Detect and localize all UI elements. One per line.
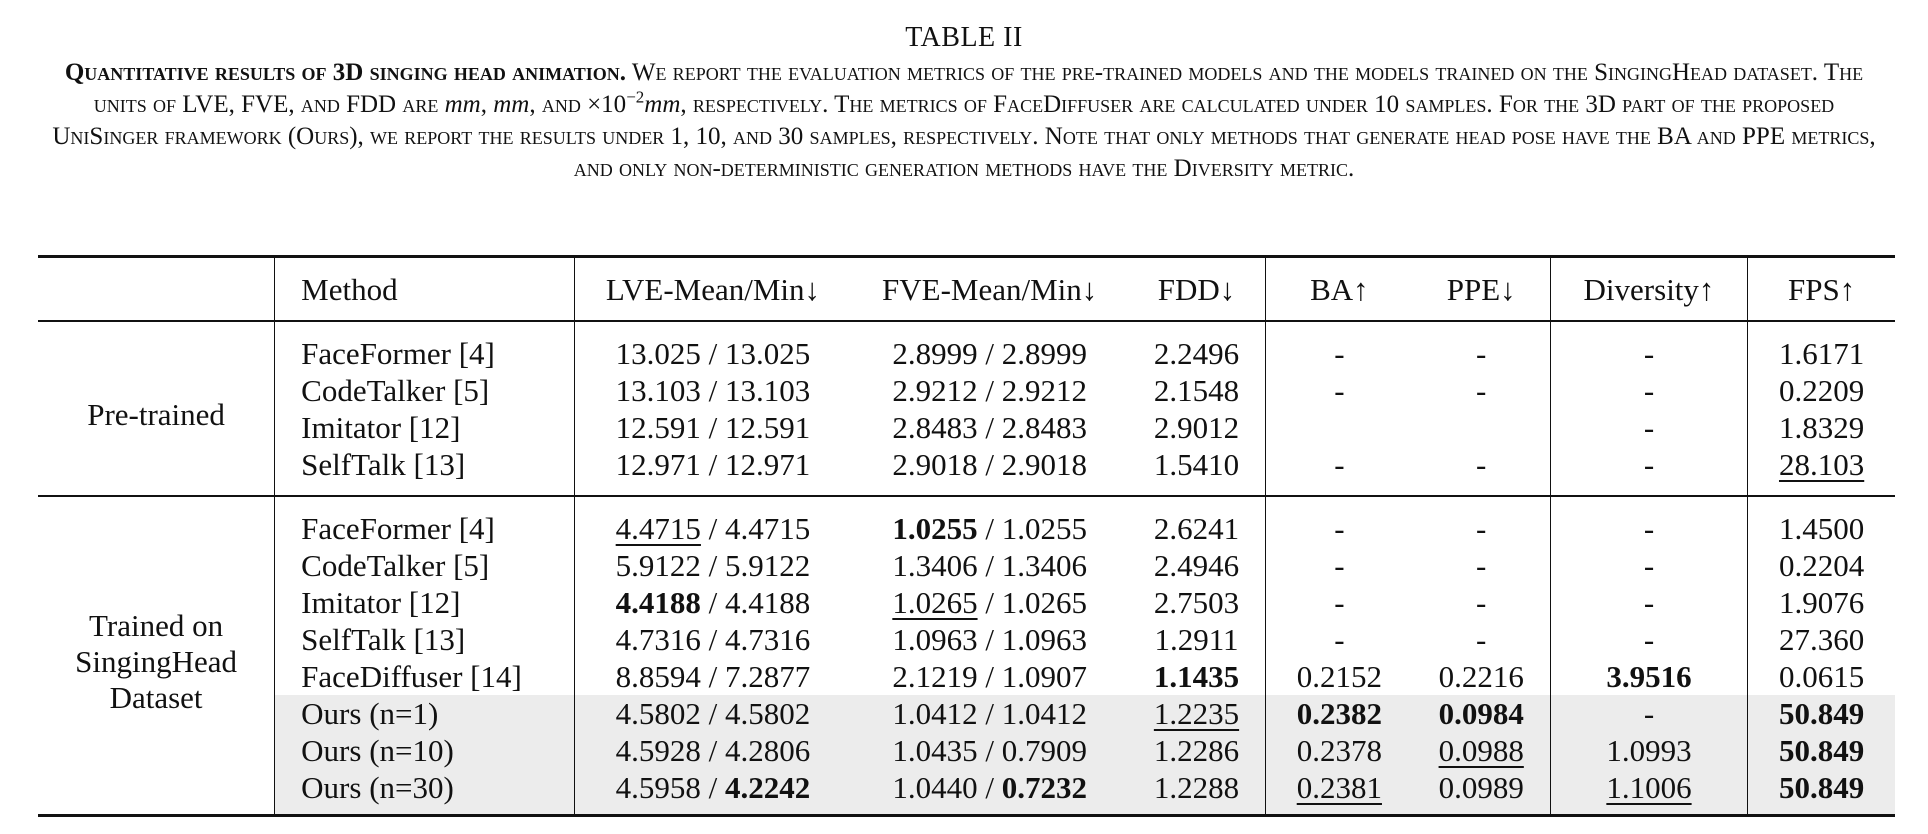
ppe-cell: - <box>1476 447 1487 482</box>
col-header-method: Method <box>275 257 575 322</box>
ba-cell: - <box>1266 372 1413 409</box>
method-cell: SelfTalk [13] <box>275 446 575 496</box>
ppe-cell: 0.0989 <box>1413 769 1551 816</box>
method-cell: Imitator [12] <box>275 409 575 446</box>
group-label-trained: Trained on SingingHead Dataset <box>75 608 238 715</box>
fps-cell: 27.360 <box>1748 621 1895 658</box>
lve-cell: 4.4188 / 4.4188 <box>574 584 851 621</box>
fve-cell: 1.0255 / 1.0255 <box>892 511 1087 546</box>
method-cell: FaceFormer [4] <box>275 496 575 547</box>
method-cell: Ours (n=10) <box>275 732 575 769</box>
unit-mm-3: mm <box>644 91 681 118</box>
lve-cell: 4.5802 / 4.5802 <box>574 695 851 732</box>
diversity-cell: - <box>1550 446 1748 496</box>
table-row <box>38 732 1895 769</box>
col-header-group <box>38 257 275 322</box>
lve-cell: 4.5958 / 4.2242 <box>574 769 851 816</box>
caption-comma: , <box>480 91 494 118</box>
diversity-cell: 3.9516 <box>1550 658 1748 695</box>
fdd-cell: 2.4946 <box>1153 548 1240 583</box>
col-header-fdd: FDD↓ <box>1157 271 1236 307</box>
ba-cell: - <box>1266 321 1413 372</box>
fve-cell: 1.0440 / 0.7232 <box>851 769 1128 816</box>
fve-cell: 1.0265 / 1.0265 <box>892 585 1087 620</box>
fps-cell: 1.9076 <box>1748 584 1895 621</box>
lve-cell: 4.4715 / 4.4715 <box>574 496 851 547</box>
diversity-cell: - <box>1550 321 1748 372</box>
unit-exponent: −2 <box>626 87 645 107</box>
table-row <box>38 409 1895 446</box>
ppe-cell: - <box>1476 336 1487 371</box>
ba-cell: - <box>1266 446 1413 496</box>
lve-cell: 4.5928 / 4.2806 <box>574 732 851 769</box>
table-title: TABLE II <box>905 22 1023 53</box>
method-cell: SelfTalk [13] <box>275 621 575 658</box>
table-row <box>38 769 1895 816</box>
caption-lead: Quantitative results of 3D singing head animation. <box>64 59 627 86</box>
ppe-cell: 0.2216 <box>1438 659 1524 694</box>
fve-cell: 2.8483 / 2.8483 <box>892 410 1087 445</box>
diversity-cell: - <box>1550 409 1748 446</box>
ba-cell <box>1266 409 1413 446</box>
diversity-cell: - <box>1550 372 1748 409</box>
fps-cell: 28.103 <box>1748 446 1895 496</box>
fdd-cell: 2.1548 <box>1153 373 1240 408</box>
fdd-cell: 1.2235 <box>1128 695 1266 732</box>
fdd-cell: 1.1435 <box>1153 659 1240 694</box>
fdd-cell: 2.9012 <box>1153 410 1240 445</box>
fve-cell: 2.8999 / 2.8999 <box>892 336 1087 371</box>
fps-cell: 0.0615 <box>1748 658 1895 695</box>
fve-cell: 1.3406 / 1.3406 <box>892 548 1087 583</box>
lve-cell: 12.971 / 12.971 <box>574 446 851 496</box>
col-header-ppe: PPE↓ <box>1446 271 1516 307</box>
table-row <box>38 695 1895 732</box>
fps-cell: 1.6171 <box>1748 321 1895 372</box>
ba-cell: - <box>1266 496 1413 547</box>
lve-cell: 4.7316 / 4.7316 <box>574 621 851 658</box>
table-row <box>38 372 1895 409</box>
ba-cell: 0.2152 <box>1266 658 1413 695</box>
fve-cell: 1.0412 / 1.0412 <box>851 695 1128 732</box>
table-row <box>38 658 1895 695</box>
ba-cell: - <box>1266 547 1413 584</box>
fdd-cell: 2.7503 <box>1153 585 1240 620</box>
ppe-cell: - <box>1476 511 1487 546</box>
method-cell: FaceDiffuser [14] <box>275 658 575 695</box>
diversity-cell: - <box>1550 621 1748 658</box>
table-row <box>38 446 1895 496</box>
unit-mm-2: mm <box>493 91 530 118</box>
lve-cell: 13.103 / 13.103 <box>574 372 851 409</box>
lve-cell: 8.8594 / 7.2877 <box>574 658 851 695</box>
col-header-lve: LVE-Mean/Min↓ <box>574 257 851 322</box>
col-header-fps: FPS↑ <box>1748 257 1895 322</box>
ppe-cell: - <box>1476 373 1487 408</box>
fps-cell: 50.849 <box>1748 695 1895 732</box>
ppe-cell: - <box>1476 585 1487 620</box>
method-cell: FaceFormer [4] <box>275 321 575 372</box>
lve-cell: 12.591 / 12.591 <box>574 409 851 446</box>
fve-cell: 2.1219 / 1.0907 <box>892 659 1087 694</box>
col-header-fve: FVE-Mean/Min↓ <box>882 271 1098 307</box>
method-cell: Ours (n=1) <box>275 695 575 732</box>
diversity-cell: - <box>1550 496 1748 547</box>
ppe-cell: 0.0988 <box>1413 732 1551 769</box>
ppe-cell: - <box>1476 622 1487 657</box>
fve-cell: 2.9018 / 2.9018 <box>892 447 1087 482</box>
ba-cell: 0.2381 <box>1266 769 1413 816</box>
header-row <box>38 257 1895 322</box>
group-label-pretrained: Pre-trained <box>87 397 225 432</box>
ba-cell: - <box>1266 621 1413 658</box>
ba-cell: 0.2378 <box>1266 732 1413 769</box>
ppe-cell: 0.0984 <box>1413 695 1551 732</box>
caption-text-2: , and ×10 <box>529 91 627 118</box>
method-cell: Imitator [12] <box>275 584 575 621</box>
table-row <box>38 621 1895 658</box>
table-row <box>38 496 1895 547</box>
caption-text-1: We report the evaluation metrics of the pre-trained models and the models trained on the SingingHead dataset. The units of LVE, FVE, and FDD are <box>93 59 1864 118</box>
fdd-cell: 2.6241 <box>1153 511 1240 546</box>
fdd-cell: 1.2286 <box>1128 732 1266 769</box>
fdd-cell: 1.2288 <box>1128 769 1266 816</box>
ppe-cell: - <box>1476 548 1487 583</box>
fps-cell: 50.849 <box>1748 769 1895 816</box>
fps-cell: 0.2204 <box>1748 547 1895 584</box>
col-header-ba: BA↑ <box>1266 257 1413 322</box>
caption-text-3: , respectively. The metrics of FaceDiffuser are calculated under 10 samples. For the 3D part of the proposed UniSinger framework (Ours), we report the results under 1, 10, and 30 samples, respectively. Note that only methods that generate head pose have the BA and PPE metrics, and only non-deterministic generation methods have the Diversity metric. <box>52 91 1876 182</box>
table-caption <box>40 57 1888 185</box>
fdd-cell: 1.5410 <box>1153 447 1240 482</box>
table-row <box>38 584 1895 621</box>
fps-cell: 1.4500 <box>1748 496 1895 547</box>
fps-cell: 50.849 <box>1748 732 1895 769</box>
ba-cell: 0.2382 <box>1266 695 1413 732</box>
method-cell: CodeTalker [5] <box>275 372 575 409</box>
diversity-cell: - <box>1550 547 1748 584</box>
ba-cell: - <box>1266 584 1413 621</box>
diversity-cell: 1.0993 <box>1550 732 1748 769</box>
fve-cell: 1.0963 / 1.0963 <box>892 622 1087 657</box>
method-cell: CodeTalker [5] <box>275 547 575 584</box>
results-table <box>38 255 1895 817</box>
group-trained-singinghead <box>38 496 1895 816</box>
fdd-cell: 1.2911 <box>1154 622 1239 657</box>
fps-cell: 0.2209 <box>1748 372 1895 409</box>
table-row <box>38 321 1895 372</box>
method-cell: Ours (n=30) <box>275 769 575 816</box>
lve-cell: 13.025 / 13.025 <box>574 321 851 372</box>
diversity-cell: - <box>1550 695 1748 732</box>
unit-mm-1: mm <box>444 91 481 118</box>
fps-cell: 1.8329 <box>1748 409 1895 446</box>
diversity-cell: 1.1006 <box>1550 769 1748 816</box>
col-header-diversity: Diversity↑ <box>1550 257 1748 322</box>
table-row <box>38 547 1895 584</box>
diversity-cell: - <box>1550 584 1748 621</box>
lve-cell: 5.9122 / 5.9122 <box>574 547 851 584</box>
fdd-cell: 2.2496 <box>1153 336 1240 371</box>
ppe-cell <box>1413 409 1551 446</box>
group-pretrained <box>38 321 1895 496</box>
fve-cell: 1.0435 / 0.7909 <box>851 732 1128 769</box>
fve-cell: 2.9212 / 2.9212 <box>892 373 1087 408</box>
